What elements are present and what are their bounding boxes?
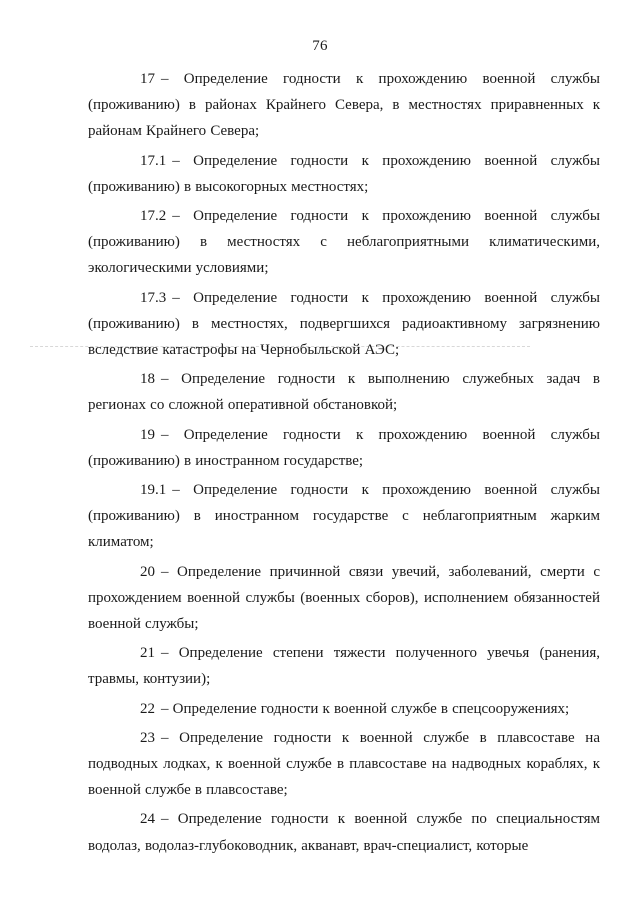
item-number: 17 [140,71,155,87]
item-text: – Определение годности к прохождению военной службы (проживанию) в местностях с неблагоприятными климатическими, экологическими условиями; [88,208,600,277]
list-item [88,66,600,145]
list-item [88,696,600,722]
list-item [88,148,600,200]
list-item [88,806,600,858]
page-number: 76 [312,38,328,54]
item-text: – Определение причинной связи увечий, заболеваний, смерти с прохождением военной службы (военных сборов), исполнением обязанностей военной службы; [88,563,600,633]
item-text: – Определение годности к прохождению военной службы (проживанию) в иностранном государстве с неблагоприятным жарким климатом; [88,482,600,551]
item-text: – Определение годности к военной службе в плавсоставе на подводных лодках, к военной службе в плавсоставе на надводных кораблях, к военной службе в плавсоставе; [88,729,600,799]
item-number: 17.2 [140,208,167,225]
item-number: 19 [140,426,155,443]
item-number: 20 [140,563,155,580]
item-text: – Определение годности к прохождению военной службы (проживанию) в иностранном государстве; [88,426,600,469]
item-number: 17.1 [140,152,167,169]
list-item [88,559,600,638]
list-item [88,725,600,804]
list-item [88,477,600,556]
document-body [88,66,600,862]
item-number: 17.3 [140,289,167,306]
item-text: – Определение годности к военной службе в спецсооружениях; [161,700,570,717]
item-text: – Определение годности к выполнению служебных задач в регионах со сложной оперативной обстановкой; [88,371,600,414]
list-item [88,285,600,364]
item-number: 22 [140,700,155,717]
list-item [88,203,600,282]
list-item [88,422,600,474]
item-number: 23 [140,729,155,746]
item-number: 19.1 [140,482,167,499]
item-number: 24 [140,811,155,828]
item-text: – Определение годности к прохождению военной службы (проживанию) в местностях, подвергшихся радиоактивному загрязнению вследствие катастрофы на Чернобыльской АЭС; [88,289,600,359]
list-item [88,640,600,692]
item-number: 18 [140,371,155,388]
item-text: – Определение степени тяжести полученного увечья (ранения, травмы, контузии); [88,645,600,688]
item-text: – Определение годности к военной службе по специальностям водолаз, водолаз-глубоководник, акванавт, врач-специалист, которые [88,811,600,854]
item-text: – Определение годности к прохождению военной службы (проживанию) в районах Крайнего Севера, в местностях приравненных к районам Крайнего Севера; [88,71,600,140]
item-text: – Определение годности к прохождению военной службы (проживанию) в высокогорных местностях; [88,152,600,195]
item-number: 21 [140,645,155,662]
list-item [88,366,600,418]
